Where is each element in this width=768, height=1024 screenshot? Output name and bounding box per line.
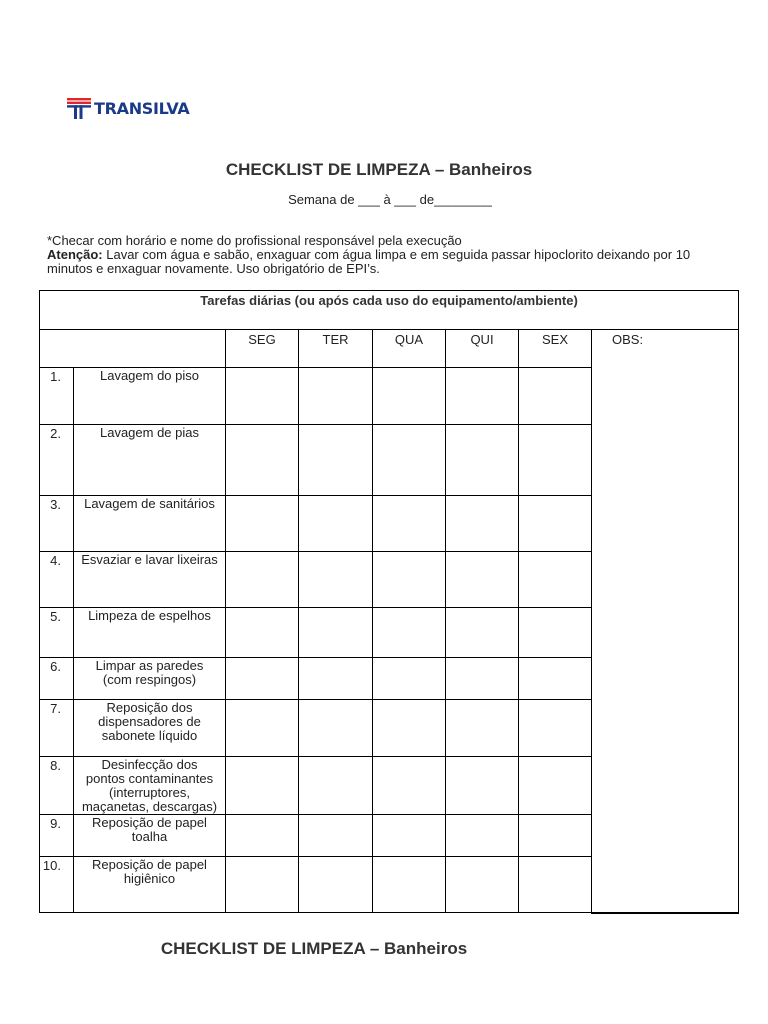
check-cell[interactable]	[226, 496, 299, 552]
check-cell[interactable]	[373, 368, 446, 425]
task-label: Limpeza de espelhos	[74, 608, 226, 658]
day-header: TER	[299, 330, 373, 368]
check-cell[interactable]	[446, 608, 519, 658]
check-cell[interactable]	[373, 757, 446, 815]
attention-note	[47, 248, 727, 276]
instructions	[47, 234, 727, 276]
obs-column[interactable]	[592, 330, 739, 913]
check-cell[interactable]	[299, 658, 373, 700]
day-header: SEX	[519, 330, 592, 368]
check-cell[interactable]	[299, 368, 373, 425]
check-cell[interactable]	[446, 815, 519, 857]
check-cell[interactable]	[446, 857, 519, 913]
check-cell[interactable]	[519, 815, 592, 857]
check-cell[interactable]	[226, 425, 299, 496]
obs-label: OBS:	[612, 332, 644, 347]
check-cell[interactable]	[373, 815, 446, 857]
task-label: Lavagem do piso	[74, 368, 226, 425]
task-number: 3.	[40, 496, 74, 552]
check-cell[interactable]	[446, 496, 519, 552]
task-number: 5.	[40, 608, 74, 658]
task-label: Limpar as paredes (com respingos)	[74, 658, 226, 700]
check-cell[interactable]	[373, 608, 446, 658]
check-cell[interactable]	[226, 815, 299, 857]
task-number: 2.	[40, 425, 74, 496]
attention-label: Atenção:	[47, 247, 103, 262]
page-title: CHECKLIST DE LIMPEZA – Banheiros	[225, 160, 533, 179]
footer-title: CHECKLIST DE LIMPEZA – Banheiros	[160, 939, 468, 958]
task-label: Lavagem de sanitários	[74, 496, 226, 552]
attention-text: Lavar com água e sabão, enxaguar com água limpa e em seguida passar hipoclorito deixando por 10 minutos e enxaguar novamente. Uso obrigatório de EPI’s.	[47, 247, 691, 276]
check-cell[interactable]	[299, 552, 373, 608]
check-cell[interactable]	[226, 368, 299, 425]
check-cell[interactable]	[519, 757, 592, 815]
check-cell[interactable]	[446, 757, 519, 815]
check-cell[interactable]	[519, 368, 592, 425]
check-cell[interactable]	[226, 608, 299, 658]
task-label: Reposição de papel toalha	[74, 815, 226, 857]
check-cell[interactable]	[373, 700, 446, 757]
check-cell[interactable]	[226, 857, 299, 913]
check-cell[interactable]	[373, 857, 446, 913]
check-cell[interactable]	[373, 658, 446, 700]
check-cell[interactable]	[373, 425, 446, 496]
task-label: Desinfecção dos pontos contaminantes (interruptores, maçanetas, descargas)	[74, 757, 226, 815]
day-header: SEG	[226, 330, 299, 368]
days-header-row	[40, 330, 739, 368]
check-cell[interactable]	[446, 552, 519, 608]
check-cell[interactable]	[519, 496, 592, 552]
transilva-logo-icon	[67, 98, 91, 119]
check-cell[interactable]	[519, 425, 592, 496]
check-cell[interactable]	[299, 425, 373, 496]
task-column-header	[40, 330, 226, 368]
check-cell[interactable]	[446, 700, 519, 757]
task-label: Reposição de papel higiênico	[74, 857, 226, 913]
check-cell[interactable]	[299, 857, 373, 913]
check-cell[interactable]	[226, 700, 299, 757]
task-label: Lavagem de pias	[74, 425, 226, 496]
task-label: Esvaziar e lavar lixeiras	[74, 552, 226, 608]
check-cell[interactable]	[373, 496, 446, 552]
check-cell[interactable]	[446, 368, 519, 425]
task-number: 9.	[40, 815, 74, 857]
week-line: Semana de ___ à ___ de________	[288, 192, 492, 207]
company-logo	[67, 98, 189, 119]
table-header: Tarefas diárias (ou após cada uso do equipamento/ambiente)	[40, 291, 739, 330]
day-header: QUI	[446, 330, 519, 368]
logo-text: TRANSILVA	[94, 99, 190, 118]
task-number: 8.	[40, 757, 74, 815]
check-cell[interactable]	[446, 658, 519, 700]
check-cell[interactable]	[299, 496, 373, 552]
task-number: 1.	[40, 368, 74, 425]
day-header: QUA	[373, 330, 446, 368]
check-cell[interactable]	[299, 815, 373, 857]
check-cell[interactable]	[519, 552, 592, 608]
check-cell[interactable]	[299, 757, 373, 815]
check-cell[interactable]	[446, 425, 519, 496]
check-cell[interactable]	[226, 658, 299, 700]
task-label: Reposição dos dispensadores de sabonete líquido	[74, 700, 226, 757]
instructions-line: *Checar com horário e nome do profissional responsável pela execução	[47, 233, 462, 248]
check-cell[interactable]	[299, 700, 373, 757]
check-cell[interactable]	[519, 608, 592, 658]
checklist-table	[39, 290, 739, 914]
check-cell[interactable]	[299, 608, 373, 658]
check-cell[interactable]	[226, 757, 299, 815]
check-cell[interactable]	[519, 857, 592, 913]
task-number: 4.	[40, 552, 74, 608]
check-cell[interactable]	[226, 552, 299, 608]
task-number: 6.	[40, 658, 74, 700]
check-cell[interactable]	[519, 658, 592, 700]
task-number: 10.	[40, 857, 74, 913]
task-number: 7.	[40, 700, 74, 757]
check-cell[interactable]	[519, 700, 592, 757]
check-cell[interactable]	[373, 552, 446, 608]
